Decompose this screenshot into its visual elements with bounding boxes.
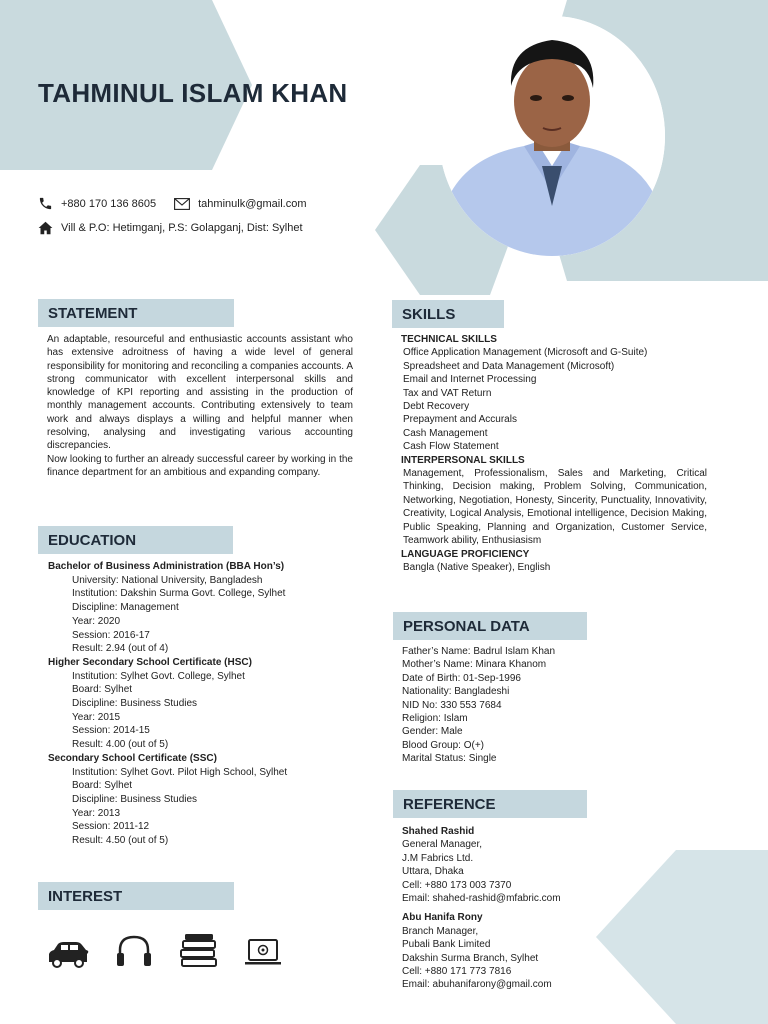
reference-list: [402, 825, 702, 998]
reference-name: Shahed Rashid: [402, 826, 475, 837]
reference-email[interactable]: Email: shahed-rashid@mfabric.com: [402, 893, 561, 905]
education-line: Discipline: Business Studies: [72, 793, 198, 805]
education-line: Result: 4.50 (out of 5): [72, 835, 169, 847]
language-text: Bangla (Native Speaker), English: [403, 561, 551, 573]
skill-item: Cash Management: [403, 427, 488, 439]
candidate-name: TAHMINUL ISLAM KHAN: [38, 78, 348, 108]
reference-line: Cell: +880 171 773 7816: [402, 966, 512, 978]
education-line: Result: 4.00 (out of 5): [72, 739, 169, 751]
address-text: Vill & P.O: Hetimganj, P.S: Golapganj, Dist: Sylhet: [61, 222, 303, 234]
interest-heading: INTEREST: [38, 882, 234, 910]
contact-line: [38, 196, 307, 211]
skill-item: Tax and VAT Return: [403, 387, 492, 399]
reference-line: Dakshin Surma Branch, Sylhet: [402, 952, 539, 964]
reference-heading: REFERENCE: [393, 790, 587, 818]
reference-email[interactable]: Email: abuhanifarony@gmail.com: [402, 979, 552, 991]
education-line: Session: 2016-17: [72, 629, 150, 641]
technical-skills-heading: TECHNICAL SKILLS: [401, 334, 497, 345]
personal-data-heading: PERSONAL DATA: [393, 612, 587, 640]
skill-item: Cash Flow Statement: [403, 441, 499, 453]
address-line: [38, 221, 303, 235]
education-line: Result: 2.94 (out of 4): [72, 643, 169, 655]
education-line: Year: 2015: [72, 711, 121, 723]
degree-title: Bachelor of Business Administration (BBA Hon’s): [48, 561, 285, 572]
reference-entry: [402, 825, 702, 905]
headphones-icon: [117, 937, 151, 966]
reference-entry: [402, 911, 702, 991]
personal-line: Blood Group: O(+): [402, 739, 484, 751]
education-line: Institution: Dakshin Surma Govt. College, Sylhet: [72, 588, 286, 600]
statement-paragraph: An adaptable, resourceful and enthusiastic accounts assistant who has extensive adroitness of having a wide level of general responsibility for monitoring and reconciling a companies accounts. A strong communicator with excellent interpersonal skills and knowledge of KPI reporting and assisting in the production of monthly management accounts. Contributing extensively to team work and always displays a willing and helpful manner when resolving, analysing and investigating various accounting discrepancies.: [47, 334, 353, 452]
skills-body: [401, 333, 707, 574]
education-list: [48, 560, 348, 848]
skills-heading: SKILLS: [392, 300, 504, 328]
reference-line: J.M Fabrics Ltd.: [402, 852, 474, 864]
education-line: Institution: Sylhet Govt. College, Sylhet: [72, 670, 245, 682]
skill-item: Email and Internet Processing: [403, 374, 537, 386]
car-icon: [49, 942, 88, 967]
phone-text[interactable]: +880 170 136 8605: [61, 197, 157, 210]
personal-line: Mother’s Name: Minara Khanom: [402, 659, 547, 671]
education-line: Board: Sylhet: [72, 780, 133, 792]
education-heading: EDUCATION: [38, 526, 233, 554]
personal-line: Nationality: Bangladeshi: [402, 686, 510, 698]
language-heading: LANGUAGE PROFICIENCY: [401, 548, 530, 560]
education-line: Year: 2020: [72, 615, 121, 627]
home-icon: [38, 221, 53, 235]
phone-icon: [38, 196, 53, 211]
interpersonal-skills-heading: INTERPERSONAL SKILLS: [401, 454, 525, 466]
education-line: Discipline: Business Studies: [72, 698, 198, 710]
education-line: University: National University, Bangladesh: [72, 574, 263, 586]
reference-line: General Manager,: [402, 839, 483, 851]
degree-title: Secondary School Certificate (SSC): [48, 752, 217, 764]
personal-line: Date of Birth: 01-Sep-1996: [402, 672, 521, 684]
reference-line: Pubali Bank Limited: [402, 939, 491, 951]
personal-line: Marital Status: Single: [402, 753, 497, 765]
education-line: Institution: Sylhet Govt. Pilot High School, Sylhet: [72, 766, 288, 778]
profile-photo: [439, 16, 665, 256]
reference-line: Cell: +880 173 003 7370: [402, 879, 512, 891]
education-line: Discipline: Management: [72, 602, 179, 614]
personal-line: Gender: Male: [402, 726, 463, 738]
statement-heading: STATEMENT: [38, 299, 234, 327]
skill-item: Office Application Management (Microsoft and G-Suite): [403, 347, 648, 359]
skill-item: Spreadsheet and Data Management (Microsoft): [403, 360, 615, 372]
statement-paragraph: Now looking to further an already successful career by working in the finance department for an ambitious and expanding company.: [47, 453, 353, 478]
skill-item: Prepayment and Accurals: [403, 414, 517, 426]
reference-line: Branch Manager,: [402, 925, 479, 937]
personal-line: Religion: Islam: [402, 713, 468, 725]
laptop-icon: [245, 940, 281, 965]
skill-item: Debt Recovery: [403, 401, 470, 413]
books-icon: [181, 934, 216, 966]
mail-icon: [174, 198, 190, 210]
education-line: Board: Sylhet: [72, 684, 133, 696]
personal-line: Father’s Name: Badrul Islam Khan: [402, 646, 556, 657]
interest-icons: [46, 932, 296, 972]
education-line: Year: 2013: [72, 807, 121, 819]
education-line: Session: 2011-12: [72, 821, 150, 833]
statement-body: [47, 333, 353, 479]
reference-line: Uttara, Dhaka: [402, 866, 464, 878]
personal-data-list: [402, 645, 702, 766]
interpersonal-skills-text: Management, Professionalism, Sales and Marketing, Critical Thinking, Decision making, Problem Solving, Communication, Networking, Negotiation, Honesty, Sincerity, Punctuality, Innovativity, Creativity, Logical Analysis, Emotional intelligence, Decision Making, Public Speaking, Planning and Organization, Customer Service, Teamwork ability, Enthusiasism: [403, 468, 707, 547]
education-line: Session: 2014-15: [72, 725, 150, 737]
reference-name: Abu Hanifa Rony: [402, 912, 483, 924]
degree-title: Higher Secondary School Certificate (HSC): [48, 656, 252, 668]
personal-line: NID No: 330 553 7684: [402, 699, 502, 711]
email-text[interactable]: tahminulk@gmail.com: [198, 197, 307, 210]
